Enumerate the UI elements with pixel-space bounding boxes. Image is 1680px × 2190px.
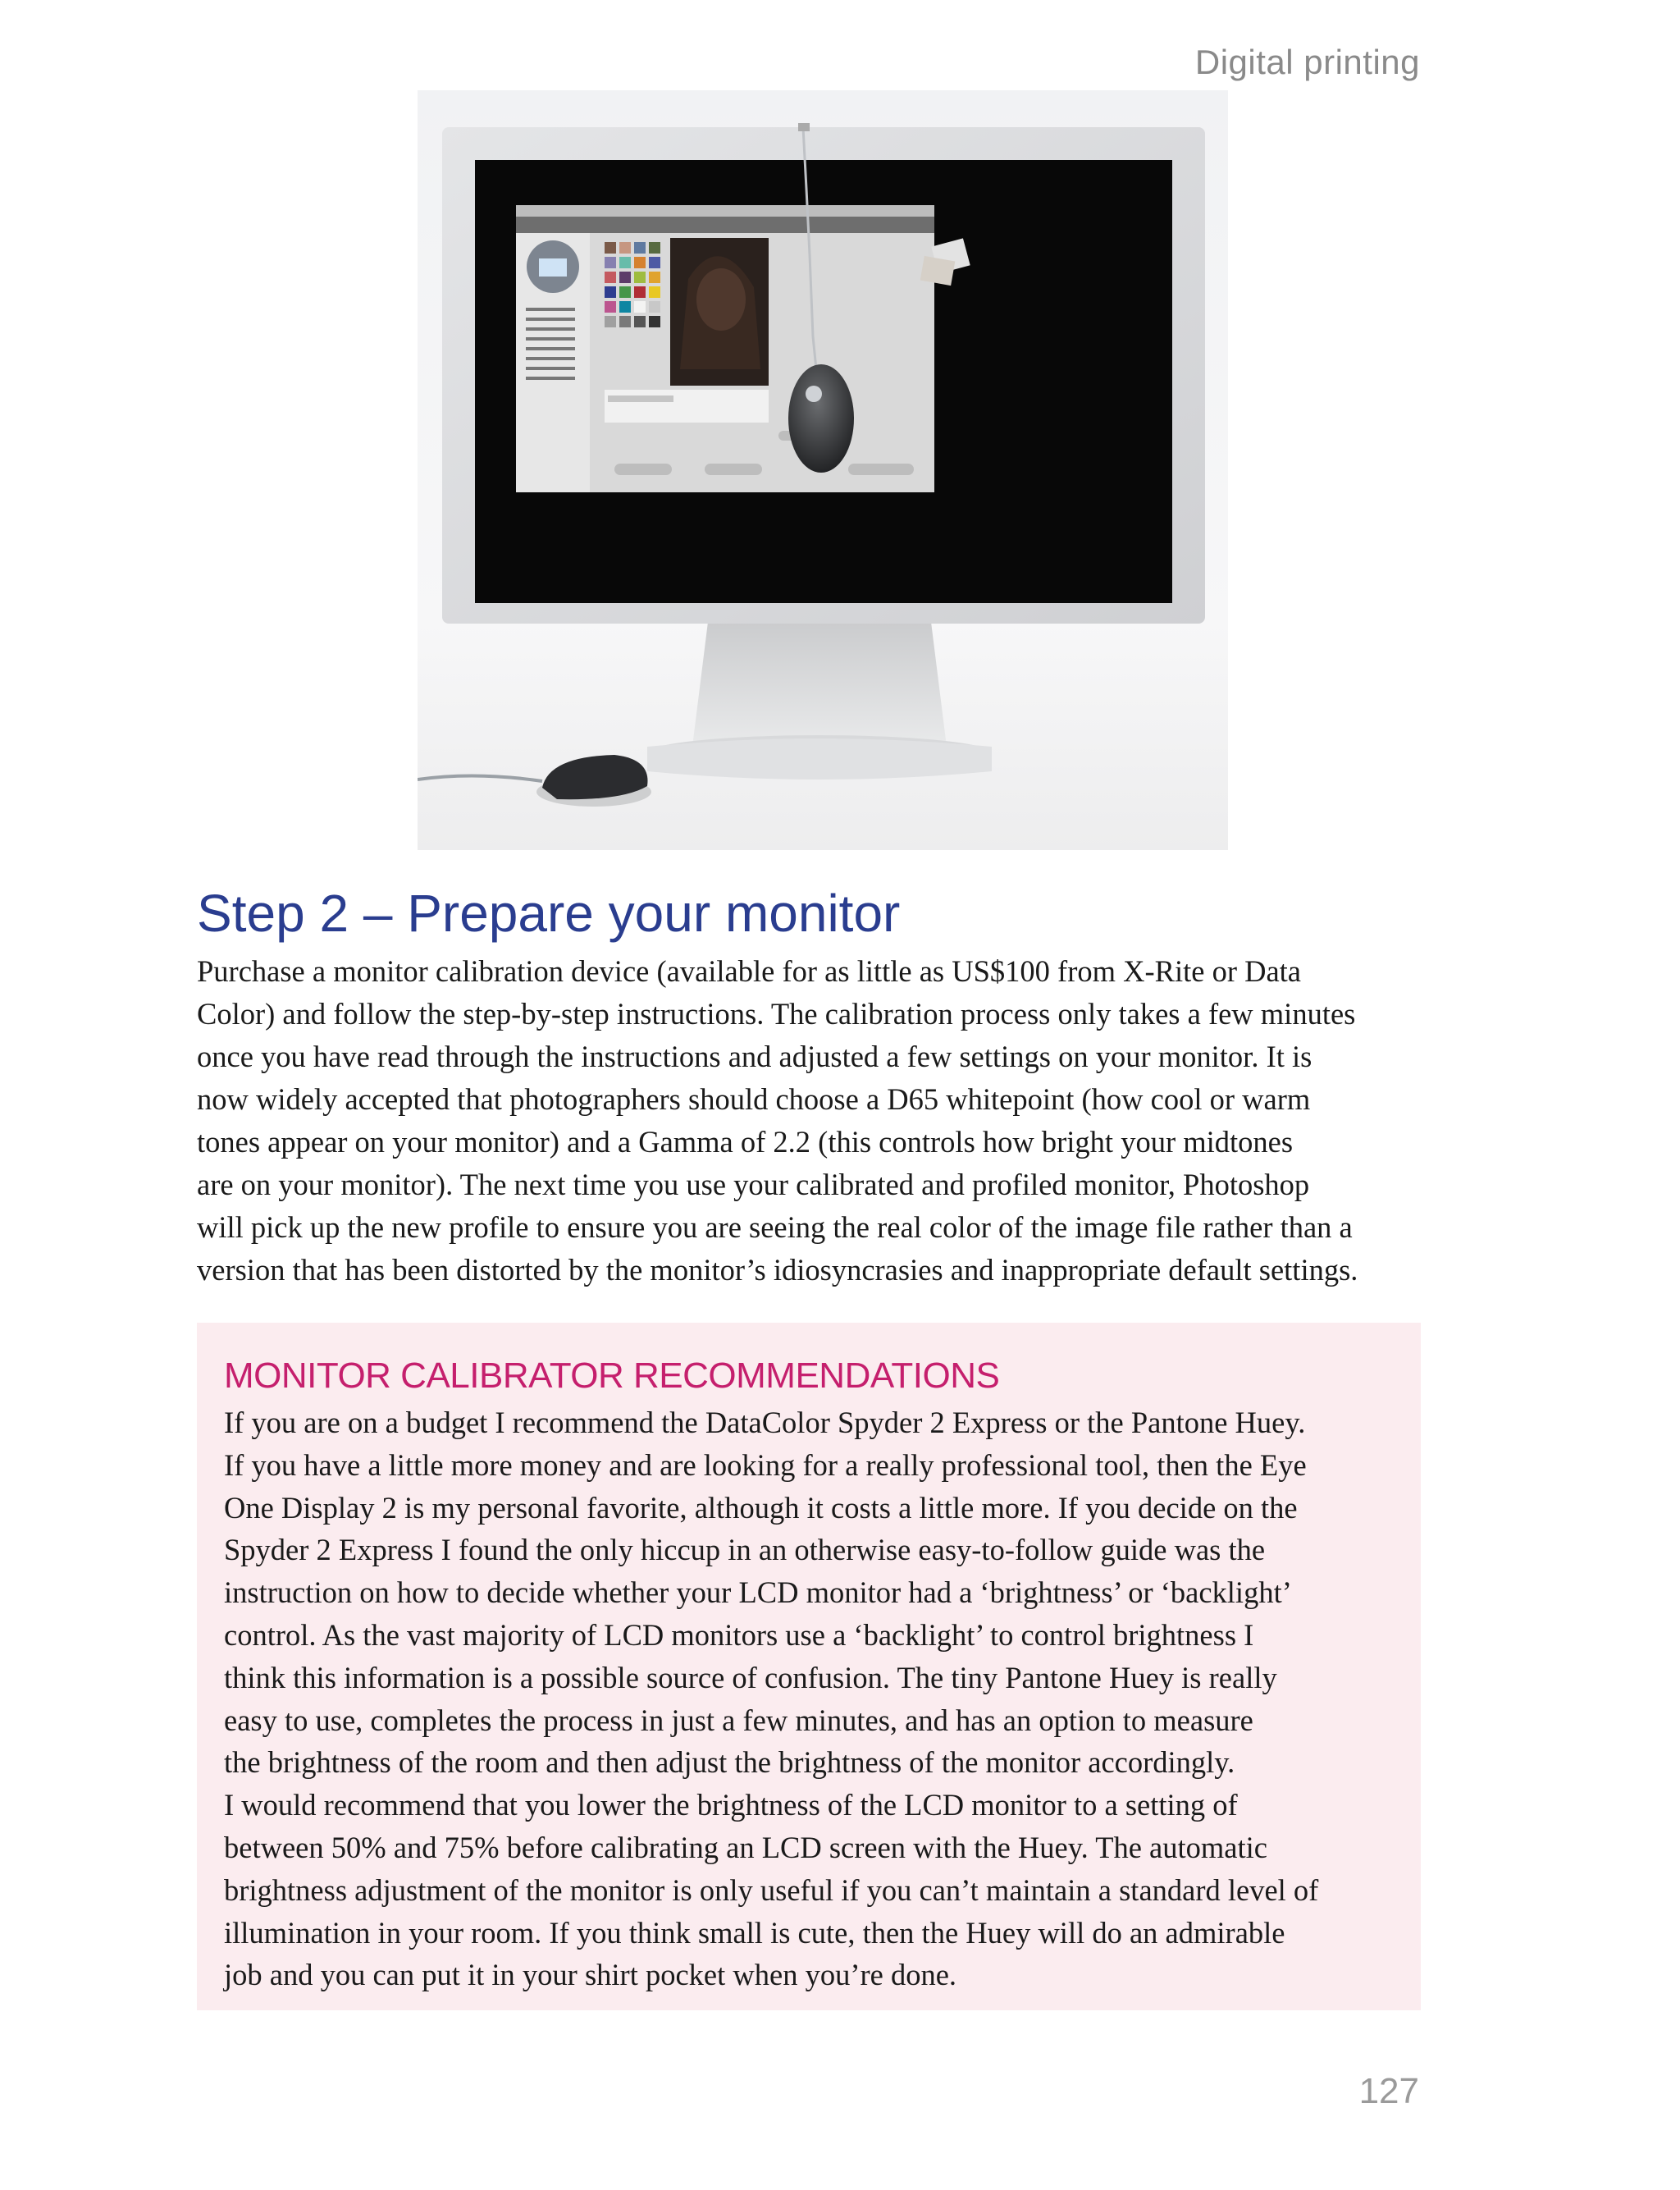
sidebar-line: I would recommend that you lower the brightness of the LCD monitor to a setting of bbox=[224, 1788, 1238, 1822]
monitor-calibration-photo bbox=[418, 90, 1228, 850]
body-line: once you have read through the instructions and adjusted a few settings on your monitor. It is bbox=[197, 1040, 1312, 1073]
sidebar-line: One Display 2 is my personal favorite, although it costs a little more. If you decide on the bbox=[224, 1490, 1298, 1525]
sidebar-line: brightness adjustment of the monitor is only useful if you can’t maintain a standard level of bbox=[224, 1872, 1319, 1907]
running-header: Digital printing bbox=[1194, 43, 1420, 81]
recommendations-sidebar bbox=[197, 1323, 1421, 2010]
sidebar-line: the brightness of the room and then adjust the brightness of the monitor accordingly. bbox=[224, 1745, 1235, 1780]
sidebar-line: think this information is a possible source of confusion. The tiny Pantone Huey is really bbox=[224, 1660, 1277, 1694]
monitor-illustration bbox=[418, 90, 1228, 850]
page-number: 127 bbox=[1358, 2071, 1419, 2111]
calibration-software-window bbox=[516, 205, 934, 492]
body-line: now widely accepted that photographers should choose a D65 whitepoint (how cool or warm bbox=[197, 1082, 1311, 1116]
body-paragraph bbox=[197, 950, 1427, 1292]
body-line: Purchase a monitor calibration device (available for as little as US$100 from X-Rite or Data bbox=[197, 954, 1302, 988]
body-line: will pick up the new profile to ensure you are seeing the real color of the image file rather than a bbox=[197, 1210, 1353, 1244]
sidebar-line: If you have a little more money and are looking for a really professional tool, then the Eye bbox=[224, 1447, 1307, 1482]
sidebar-paragraph bbox=[224, 1401, 1405, 1996]
body-line: tones appear on your monitor) and a Gamma of 2.2 (this controls how bright your midtones bbox=[197, 1125, 1294, 1159]
section-heading: Step 2 – Prepare your monitor bbox=[197, 884, 901, 943]
sidebar-line: If you are on a budget I recommend the DataColor Spyder 2 Express or the Pantone Huey. bbox=[224, 1406, 1306, 1439]
sidebar-line: between 50% and 75% before calibrating an LCD screen with the Huey. The automatic bbox=[224, 1830, 1267, 1864]
sidebar-line: easy to use, completes the process in just a few minutes, and has an option to measure bbox=[224, 1703, 1253, 1737]
sidebar-line: instruction on how to decide whether your LCD monitor had a ‘brightness’ or ‘backlight’ bbox=[224, 1575, 1292, 1610]
sidebar-line: illumination in your room. If you think small is cute, then the Huey will do an admirable bbox=[224, 1915, 1285, 1950]
body-line: Color) and follow the step-by-step instructions. The calibration process only takes a few minutes bbox=[197, 997, 1356, 1031]
sidebar-title: MONITOR CALIBRATOR RECOMMENDATIONS bbox=[224, 1356, 1000, 1396]
sidebar-line: Spyder 2 Express I found the only hiccup in an otherwise easy-to-follow guide was the bbox=[224, 1533, 1266, 1567]
sidebar-line: job and you can put it in your shirt pocket when you’re done. bbox=[224, 1958, 957, 1992]
sidebar-line: control. As the vast majority of LCD monitors use a ‘backlight’ to control brightness I bbox=[224, 1617, 1254, 1652]
body-line: version that has been distorted by the monitor’s idiosyncrasies and inappropriate default settings. bbox=[197, 1253, 1358, 1287]
body-line: are on your monitor). The next time you use your calibrated and profiled monitor, Photoshop bbox=[197, 1168, 1310, 1201]
